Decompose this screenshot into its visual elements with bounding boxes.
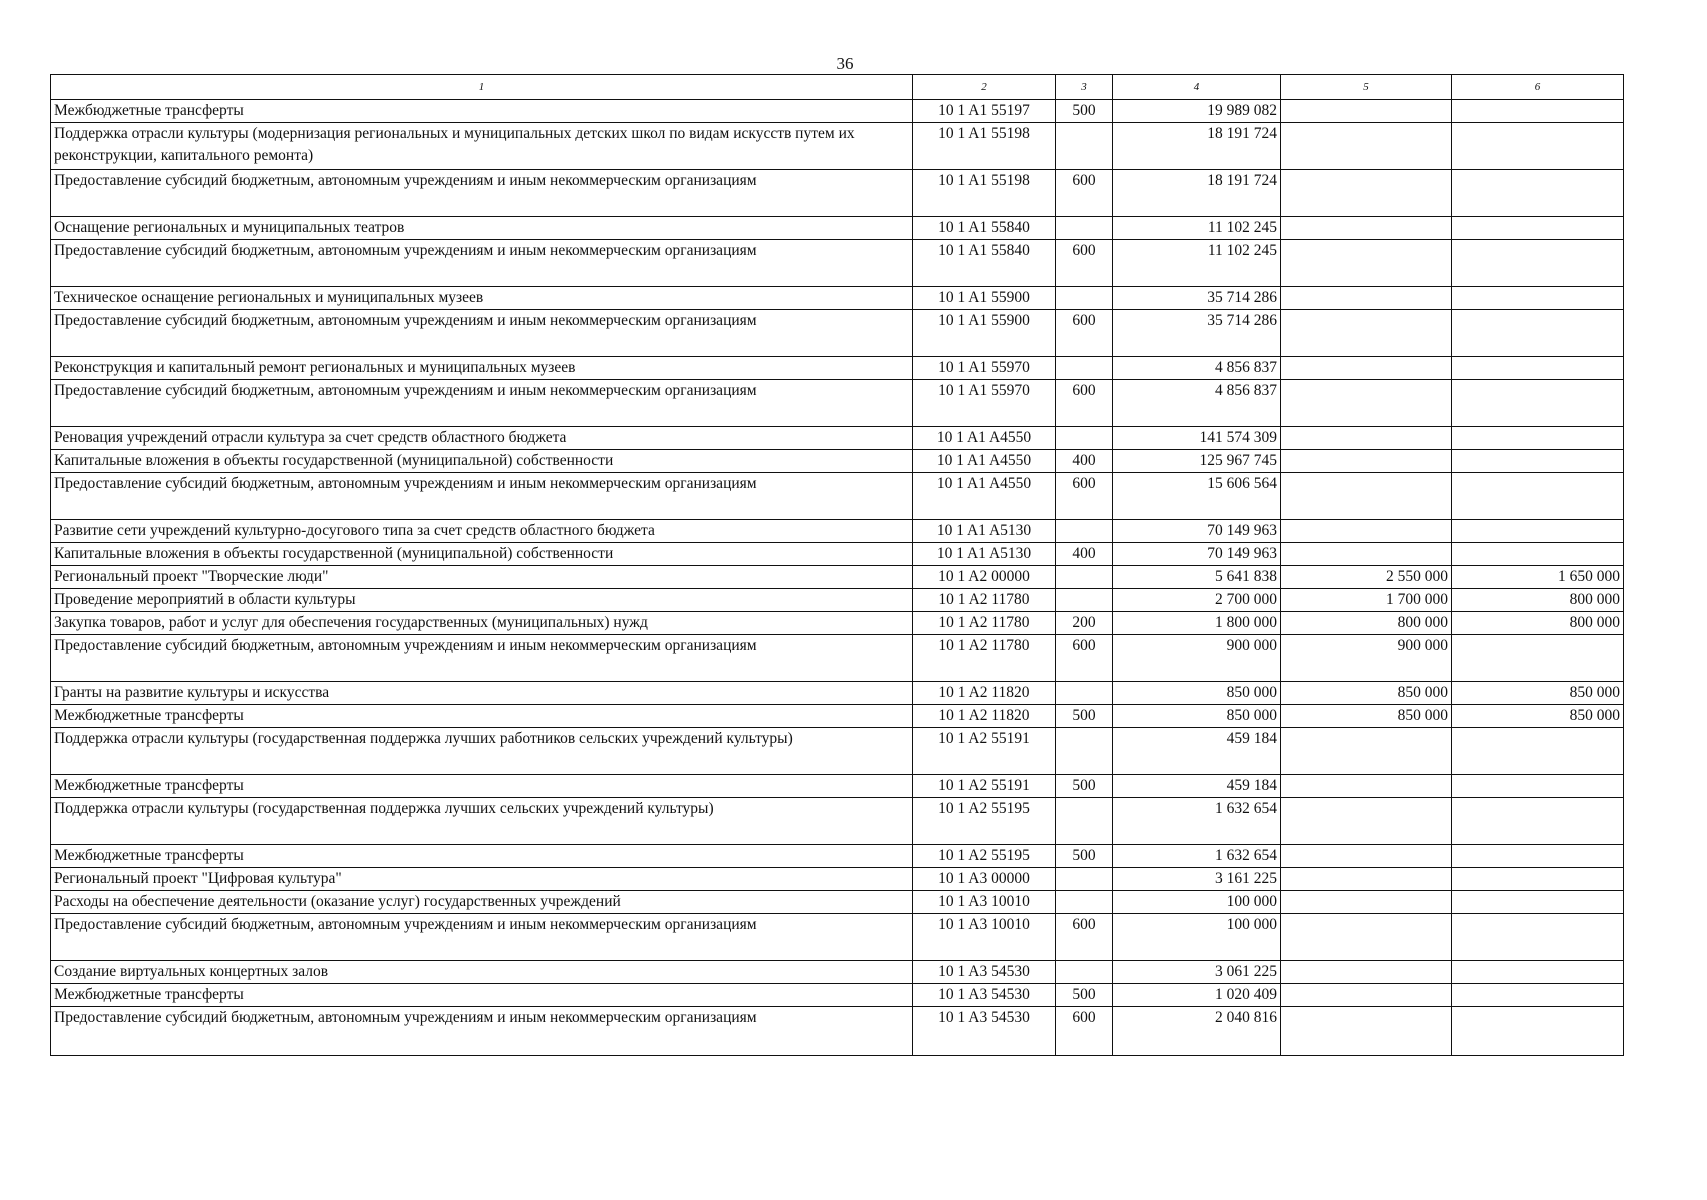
column-header-5: 5 bbox=[1281, 75, 1452, 100]
row-amount-col4-cell: 459 184 bbox=[1113, 775, 1281, 798]
table-row bbox=[51, 705, 1624, 728]
budget-table bbox=[50, 74, 1624, 1056]
row-expense-type-cell bbox=[1056, 427, 1113, 450]
row-name-cell: Предоставление субсидий бюджетным, автономным учреждениям и иным некоммерческим организациям bbox=[51, 1007, 913, 1056]
table-row bbox=[51, 520, 1624, 543]
row-name-cell: Поддержка отрасли культуры (модернизация региональных и муниципальных детских школ по видам искусств путем их реконструкции, капитального ремонта) bbox=[51, 123, 913, 170]
row-amount-col5-cell: 2 550 000 bbox=[1281, 566, 1452, 589]
table-row bbox=[51, 1007, 1624, 1056]
row-amount-col4-cell: 850 000 bbox=[1113, 682, 1281, 705]
row-expense-type-cell bbox=[1056, 123, 1113, 170]
row-amount-col6-cell bbox=[1452, 520, 1624, 543]
table-body bbox=[51, 100, 1624, 1056]
row-name-cell: Расходы на обеспечение деятельности (оказание услуг) государственных учреждений bbox=[51, 891, 913, 914]
row-name-cell: Создание виртуальных концертных залов bbox=[51, 961, 913, 984]
row-amount-col6-cell bbox=[1452, 240, 1624, 287]
row-amount-col5-cell bbox=[1281, 357, 1452, 380]
row-amount-col6-cell bbox=[1452, 635, 1624, 682]
row-amount-col4-cell: 11 102 245 bbox=[1113, 240, 1281, 287]
row-expense-type-cell bbox=[1056, 961, 1113, 984]
row-code-cell: 10 1 A2 11820 bbox=[913, 705, 1056, 728]
table-row bbox=[51, 310, 1624, 357]
row-amount-col6-cell bbox=[1452, 984, 1624, 1007]
row-amount-col4-cell: 2 040 816 bbox=[1113, 1007, 1281, 1056]
row-code-cell: 10 1 A3 54530 bbox=[913, 961, 1056, 984]
row-amount-col6-cell bbox=[1452, 380, 1624, 427]
row-code-cell: 10 1 A2 00000 bbox=[913, 566, 1056, 589]
row-expense-type-cell: 200 bbox=[1056, 612, 1113, 635]
row-amount-col5-cell: 850 000 bbox=[1281, 682, 1452, 705]
row-code-cell: 10 1 A1 55970 bbox=[913, 380, 1056, 427]
row-name-cell: Межбюджетные трансферты bbox=[51, 984, 913, 1007]
row-amount-col5-cell: 900 000 bbox=[1281, 635, 1452, 682]
row-amount-col6-cell bbox=[1452, 310, 1624, 357]
row-amount-col5-cell bbox=[1281, 427, 1452, 450]
row-name-cell: Развитие сети учреждений культурно-досугового типа за счет средств областного бюджета bbox=[51, 520, 913, 543]
row-name-cell: Закупка товаров, работ и услуг для обеспечения государственных (муниципальных) нужд bbox=[51, 612, 913, 635]
row-amount-col5-cell bbox=[1281, 217, 1452, 240]
row-amount-col5-cell bbox=[1281, 473, 1452, 520]
row-amount-col6-cell bbox=[1452, 775, 1624, 798]
row-code-cell: 10 1 A2 11780 bbox=[913, 589, 1056, 612]
row-amount-col6-cell bbox=[1452, 543, 1624, 566]
row-code-cell: 10 1 A3 10010 bbox=[913, 891, 1056, 914]
row-amount-col6-cell bbox=[1452, 961, 1624, 984]
row-code-cell: 10 1 A2 55195 bbox=[913, 798, 1056, 845]
row-name-cell: Капитальные вложения в объекты государственной (муниципальной) собственности bbox=[51, 543, 913, 566]
row-name-cell: Предоставление субсидий бюджетным, автономным учреждениям и иным некоммерческим организациям bbox=[51, 473, 913, 520]
page-number: 36 bbox=[836, 54, 854, 73]
row-amount-col6-cell bbox=[1452, 868, 1624, 891]
row-name-cell: Региональный проект "Творческие люди" bbox=[51, 566, 913, 589]
row-code-cell: 10 1 A1 55900 bbox=[913, 287, 1056, 310]
row-amount-col5-cell bbox=[1281, 984, 1452, 1007]
row-amount-col4-cell: 5 641 838 bbox=[1113, 566, 1281, 589]
row-amount-col5-cell: 800 000 bbox=[1281, 612, 1452, 635]
row-amount-col6-cell bbox=[1452, 100, 1624, 123]
row-amount-col5-cell bbox=[1281, 543, 1452, 566]
row-expense-type-cell: 600 bbox=[1056, 635, 1113, 682]
row-amount-col6-cell bbox=[1452, 798, 1624, 845]
row-amount-col6-cell bbox=[1452, 728, 1624, 775]
table-row bbox=[51, 775, 1624, 798]
table-row bbox=[51, 450, 1624, 473]
row-code-cell: 10 1 A3 54530 bbox=[913, 1007, 1056, 1056]
column-header-2: 2 bbox=[913, 75, 1056, 100]
table-row bbox=[51, 728, 1624, 775]
row-amount-col4-cell: 11 102 245 bbox=[1113, 217, 1281, 240]
row-expense-type-cell: 500 bbox=[1056, 705, 1113, 728]
row-amount-col4-cell: 141 574 309 bbox=[1113, 427, 1281, 450]
row-amount-col6-cell bbox=[1452, 123, 1624, 170]
row-code-cell: 10 1 A1 55840 bbox=[913, 240, 1056, 287]
row-code-cell: 10 1 A2 55195 bbox=[913, 845, 1056, 868]
row-name-cell: Реновация учреждений отрасли культура за счет средств областного бюджета bbox=[51, 427, 913, 450]
row-amount-col4-cell: 18 191 724 bbox=[1113, 170, 1281, 217]
row-code-cell: 10 1 A1 55840 bbox=[913, 217, 1056, 240]
row-amount-col4-cell: 125 967 745 bbox=[1113, 450, 1281, 473]
table-row bbox=[51, 635, 1624, 682]
row-code-cell: 10 1 A1 A4550 bbox=[913, 427, 1056, 450]
row-expense-type-cell: 600 bbox=[1056, 1007, 1113, 1056]
column-header-1: 1 bbox=[51, 75, 913, 100]
row-amount-col6-cell: 1 650 000 bbox=[1452, 566, 1624, 589]
table-row bbox=[51, 566, 1624, 589]
row-amount-col4-cell: 3 061 225 bbox=[1113, 961, 1281, 984]
row-amount-col5-cell bbox=[1281, 240, 1452, 287]
table-row bbox=[51, 543, 1624, 566]
row-name-cell: Региональный проект "Цифровая культура" bbox=[51, 868, 913, 891]
row-code-cell: 10 1 A3 00000 bbox=[913, 868, 1056, 891]
row-amount-col6-cell: 850 000 bbox=[1452, 705, 1624, 728]
row-amount-col5-cell bbox=[1281, 287, 1452, 310]
row-expense-type-cell bbox=[1056, 589, 1113, 612]
row-amount-col6-cell: 800 000 bbox=[1452, 589, 1624, 612]
row-expense-type-cell bbox=[1056, 682, 1113, 705]
row-code-cell: 10 1 A1 A4550 bbox=[913, 450, 1056, 473]
row-name-cell: Капитальные вложения в объекты государственной (муниципальной) собственности bbox=[51, 450, 913, 473]
row-amount-col4-cell: 1 632 654 bbox=[1113, 845, 1281, 868]
row-amount-col4-cell: 2 700 000 bbox=[1113, 589, 1281, 612]
row-name-cell: Предоставление субсидий бюджетным, автономным учреждениям и иным некоммерческим организациям bbox=[51, 914, 913, 961]
table-row bbox=[51, 287, 1624, 310]
row-amount-col4-cell: 4 856 837 bbox=[1113, 380, 1281, 427]
row-amount-col4-cell: 900 000 bbox=[1113, 635, 1281, 682]
row-expense-type-cell: 400 bbox=[1056, 450, 1113, 473]
row-expense-type-cell bbox=[1056, 891, 1113, 914]
row-expense-type-cell: 500 bbox=[1056, 775, 1113, 798]
row-amount-col5-cell bbox=[1281, 775, 1452, 798]
row-amount-col4-cell: 35 714 286 bbox=[1113, 287, 1281, 310]
row-expense-type-cell: 400 bbox=[1056, 543, 1113, 566]
row-name-cell: Межбюджетные трансферты bbox=[51, 100, 913, 123]
row-amount-col5-cell bbox=[1281, 1007, 1452, 1056]
row-name-cell: Предоставление субсидий бюджетным, автономным учреждениям и иным некоммерческим организациям bbox=[51, 240, 913, 287]
row-name-cell: Техническое оснащение региональных и муниципальных музеев bbox=[51, 287, 913, 310]
row-amount-col6-cell: 800 000 bbox=[1452, 612, 1624, 635]
row-code-cell: 10 1 A2 11780 bbox=[913, 635, 1056, 682]
row-amount-col4-cell: 19 989 082 bbox=[1113, 100, 1281, 123]
row-amount-col4-cell: 4 856 837 bbox=[1113, 357, 1281, 380]
table-row bbox=[51, 891, 1624, 914]
row-code-cell: 10 1 A2 11820 bbox=[913, 682, 1056, 705]
row-code-cell: 10 1 A1 55900 bbox=[913, 310, 1056, 357]
row-amount-col4-cell: 1 800 000 bbox=[1113, 612, 1281, 635]
table-row bbox=[51, 612, 1624, 635]
table-row bbox=[51, 914, 1624, 961]
row-amount-col6-cell bbox=[1452, 1007, 1624, 1056]
row-expense-type-cell: 500 bbox=[1056, 984, 1113, 1007]
row-amount-col4-cell: 35 714 286 bbox=[1113, 310, 1281, 357]
row-expense-type-cell: 600 bbox=[1056, 380, 1113, 427]
row-amount-col6-cell bbox=[1452, 217, 1624, 240]
row-amount-col5-cell bbox=[1281, 520, 1452, 543]
row-amount-col4-cell: 70 149 963 bbox=[1113, 543, 1281, 566]
row-name-cell: Предоставление субсидий бюджетным, автономным учреждениям и иным некоммерческим организациям bbox=[51, 635, 913, 682]
row-amount-col6-cell bbox=[1452, 914, 1624, 961]
row-amount-col5-cell: 850 000 bbox=[1281, 705, 1452, 728]
row-name-cell: Поддержка отрасли культуры (государственная поддержка лучших сельских учреждений культуры) bbox=[51, 798, 913, 845]
row-name-cell: Межбюджетные трансферты bbox=[51, 775, 913, 798]
row-code-cell: 10 1 A1 55970 bbox=[913, 357, 1056, 380]
row-amount-col6-cell bbox=[1452, 845, 1624, 868]
row-expense-type-cell: 600 bbox=[1056, 914, 1113, 961]
row-amount-col6-cell bbox=[1452, 170, 1624, 217]
table-row bbox=[51, 984, 1624, 1007]
row-expense-type-cell: 500 bbox=[1056, 845, 1113, 868]
row-amount-col5-cell: 1 700 000 bbox=[1281, 589, 1452, 612]
table-row bbox=[51, 170, 1624, 217]
row-amount-col6-cell bbox=[1452, 287, 1624, 310]
row-code-cell: 10 1 A1 55197 bbox=[913, 100, 1056, 123]
row-amount-col5-cell bbox=[1281, 798, 1452, 845]
row-name-cell: Оснащение региональных и муниципальных театров bbox=[51, 217, 913, 240]
row-amount-col4-cell: 1 632 654 bbox=[1113, 798, 1281, 845]
row-expense-type-cell bbox=[1056, 728, 1113, 775]
row-expense-type-cell: 600 bbox=[1056, 473, 1113, 520]
row-name-cell: Межбюджетные трансферты bbox=[51, 705, 913, 728]
row-amount-col6-cell bbox=[1452, 357, 1624, 380]
row-expense-type-cell: 600 bbox=[1056, 170, 1113, 217]
row-code-cell: 10 1 A1 55198 bbox=[913, 123, 1056, 170]
row-name-cell: Межбюджетные трансферты bbox=[51, 845, 913, 868]
row-amount-col6-cell bbox=[1452, 450, 1624, 473]
table-row bbox=[51, 357, 1624, 380]
row-amount-col5-cell bbox=[1281, 891, 1452, 914]
table-row bbox=[51, 427, 1624, 450]
row-amount-col6-cell: 850 000 bbox=[1452, 682, 1624, 705]
row-amount-col5-cell bbox=[1281, 170, 1452, 217]
table-row bbox=[51, 589, 1624, 612]
row-amount-col4-cell: 15 606 564 bbox=[1113, 473, 1281, 520]
table-row bbox=[51, 380, 1624, 427]
row-code-cell: 10 1 A1 A5130 bbox=[913, 543, 1056, 566]
table-header bbox=[51, 75, 1624, 100]
row-expense-type-cell bbox=[1056, 868, 1113, 891]
column-header-4: 4 bbox=[1113, 75, 1281, 100]
table-row bbox=[51, 798, 1624, 845]
row-amount-col5-cell bbox=[1281, 123, 1452, 170]
row-name-cell: Предоставление субсидий бюджетным, автономным учреждениям и иным некоммерческим организациям bbox=[51, 310, 913, 357]
row-expense-type-cell: 500 bbox=[1056, 100, 1113, 123]
row-name-cell: Предоставление субсидий бюджетным, автономным учреждениям и иным некоммерческим организациям bbox=[51, 170, 913, 217]
row-amount-col5-cell bbox=[1281, 100, 1452, 123]
table-row bbox=[51, 845, 1624, 868]
row-code-cell: 10 1 A2 11780 bbox=[913, 612, 1056, 635]
row-amount-col6-cell bbox=[1452, 891, 1624, 914]
table-row bbox=[51, 682, 1624, 705]
row-name-cell: Предоставление субсидий бюджетным, автономным учреждениям и иным некоммерческим организациям bbox=[51, 380, 913, 427]
row-amount-col4-cell: 70 149 963 bbox=[1113, 520, 1281, 543]
row-code-cell: 10 1 A2 55191 bbox=[913, 728, 1056, 775]
row-amount-col5-cell bbox=[1281, 845, 1452, 868]
row-name-cell: Гранты на развитие культуры и искусства bbox=[51, 682, 913, 705]
row-code-cell: 10 1 A1 A4550 bbox=[913, 473, 1056, 520]
row-amount-col5-cell bbox=[1281, 310, 1452, 357]
row-amount-col6-cell bbox=[1452, 427, 1624, 450]
table-row bbox=[51, 868, 1624, 891]
row-code-cell: 10 1 A2 55191 bbox=[913, 775, 1056, 798]
row-name-cell: Поддержка отрасли культуры (государственная поддержка лучших работников сельских учреждений культуры) bbox=[51, 728, 913, 775]
row-expense-type-cell bbox=[1056, 287, 1113, 310]
row-code-cell: 10 1 A1 55198 bbox=[913, 170, 1056, 217]
table-row bbox=[51, 123, 1624, 170]
row-code-cell: 10 1 A1 A5130 bbox=[913, 520, 1056, 543]
row-amount-col4-cell: 850 000 bbox=[1113, 705, 1281, 728]
row-name-cell: Реконструкция и капитальный ремонт региональных и муниципальных музеев bbox=[51, 357, 913, 380]
row-amount-col5-cell bbox=[1281, 868, 1452, 891]
row-amount-col4-cell: 100 000 bbox=[1113, 891, 1281, 914]
row-amount-col5-cell bbox=[1281, 450, 1452, 473]
row-expense-type-cell bbox=[1056, 566, 1113, 589]
row-amount-col6-cell bbox=[1452, 473, 1624, 520]
row-expense-type-cell bbox=[1056, 520, 1113, 543]
row-name-cell: Проведение мероприятий в области культуры bbox=[51, 589, 913, 612]
table-row bbox=[51, 473, 1624, 520]
row-expense-type-cell: 600 bbox=[1056, 240, 1113, 287]
row-amount-col5-cell bbox=[1281, 728, 1452, 775]
row-code-cell: 10 1 A3 10010 bbox=[913, 914, 1056, 961]
row-amount-col4-cell: 1 020 409 bbox=[1113, 984, 1281, 1007]
table-row bbox=[51, 217, 1624, 240]
row-amount-col5-cell bbox=[1281, 914, 1452, 961]
row-expense-type-cell bbox=[1056, 217, 1113, 240]
row-expense-type-cell bbox=[1056, 357, 1113, 380]
row-expense-type-cell bbox=[1056, 798, 1113, 845]
row-amount-col4-cell: 3 161 225 bbox=[1113, 868, 1281, 891]
row-amount-col4-cell: 100 000 bbox=[1113, 914, 1281, 961]
column-header-3: 3 bbox=[1056, 75, 1113, 100]
row-amount-col4-cell: 459 184 bbox=[1113, 728, 1281, 775]
row-code-cell: 10 1 A3 54530 bbox=[913, 984, 1056, 1007]
table-row bbox=[51, 100, 1624, 123]
row-expense-type-cell: 600 bbox=[1056, 310, 1113, 357]
row-amount-col5-cell bbox=[1281, 961, 1452, 984]
row-amount-col4-cell: 18 191 724 bbox=[1113, 123, 1281, 170]
table-row bbox=[51, 961, 1624, 984]
table-row bbox=[51, 240, 1624, 287]
column-header-6: 6 bbox=[1452, 75, 1624, 100]
row-amount-col5-cell bbox=[1281, 380, 1452, 427]
